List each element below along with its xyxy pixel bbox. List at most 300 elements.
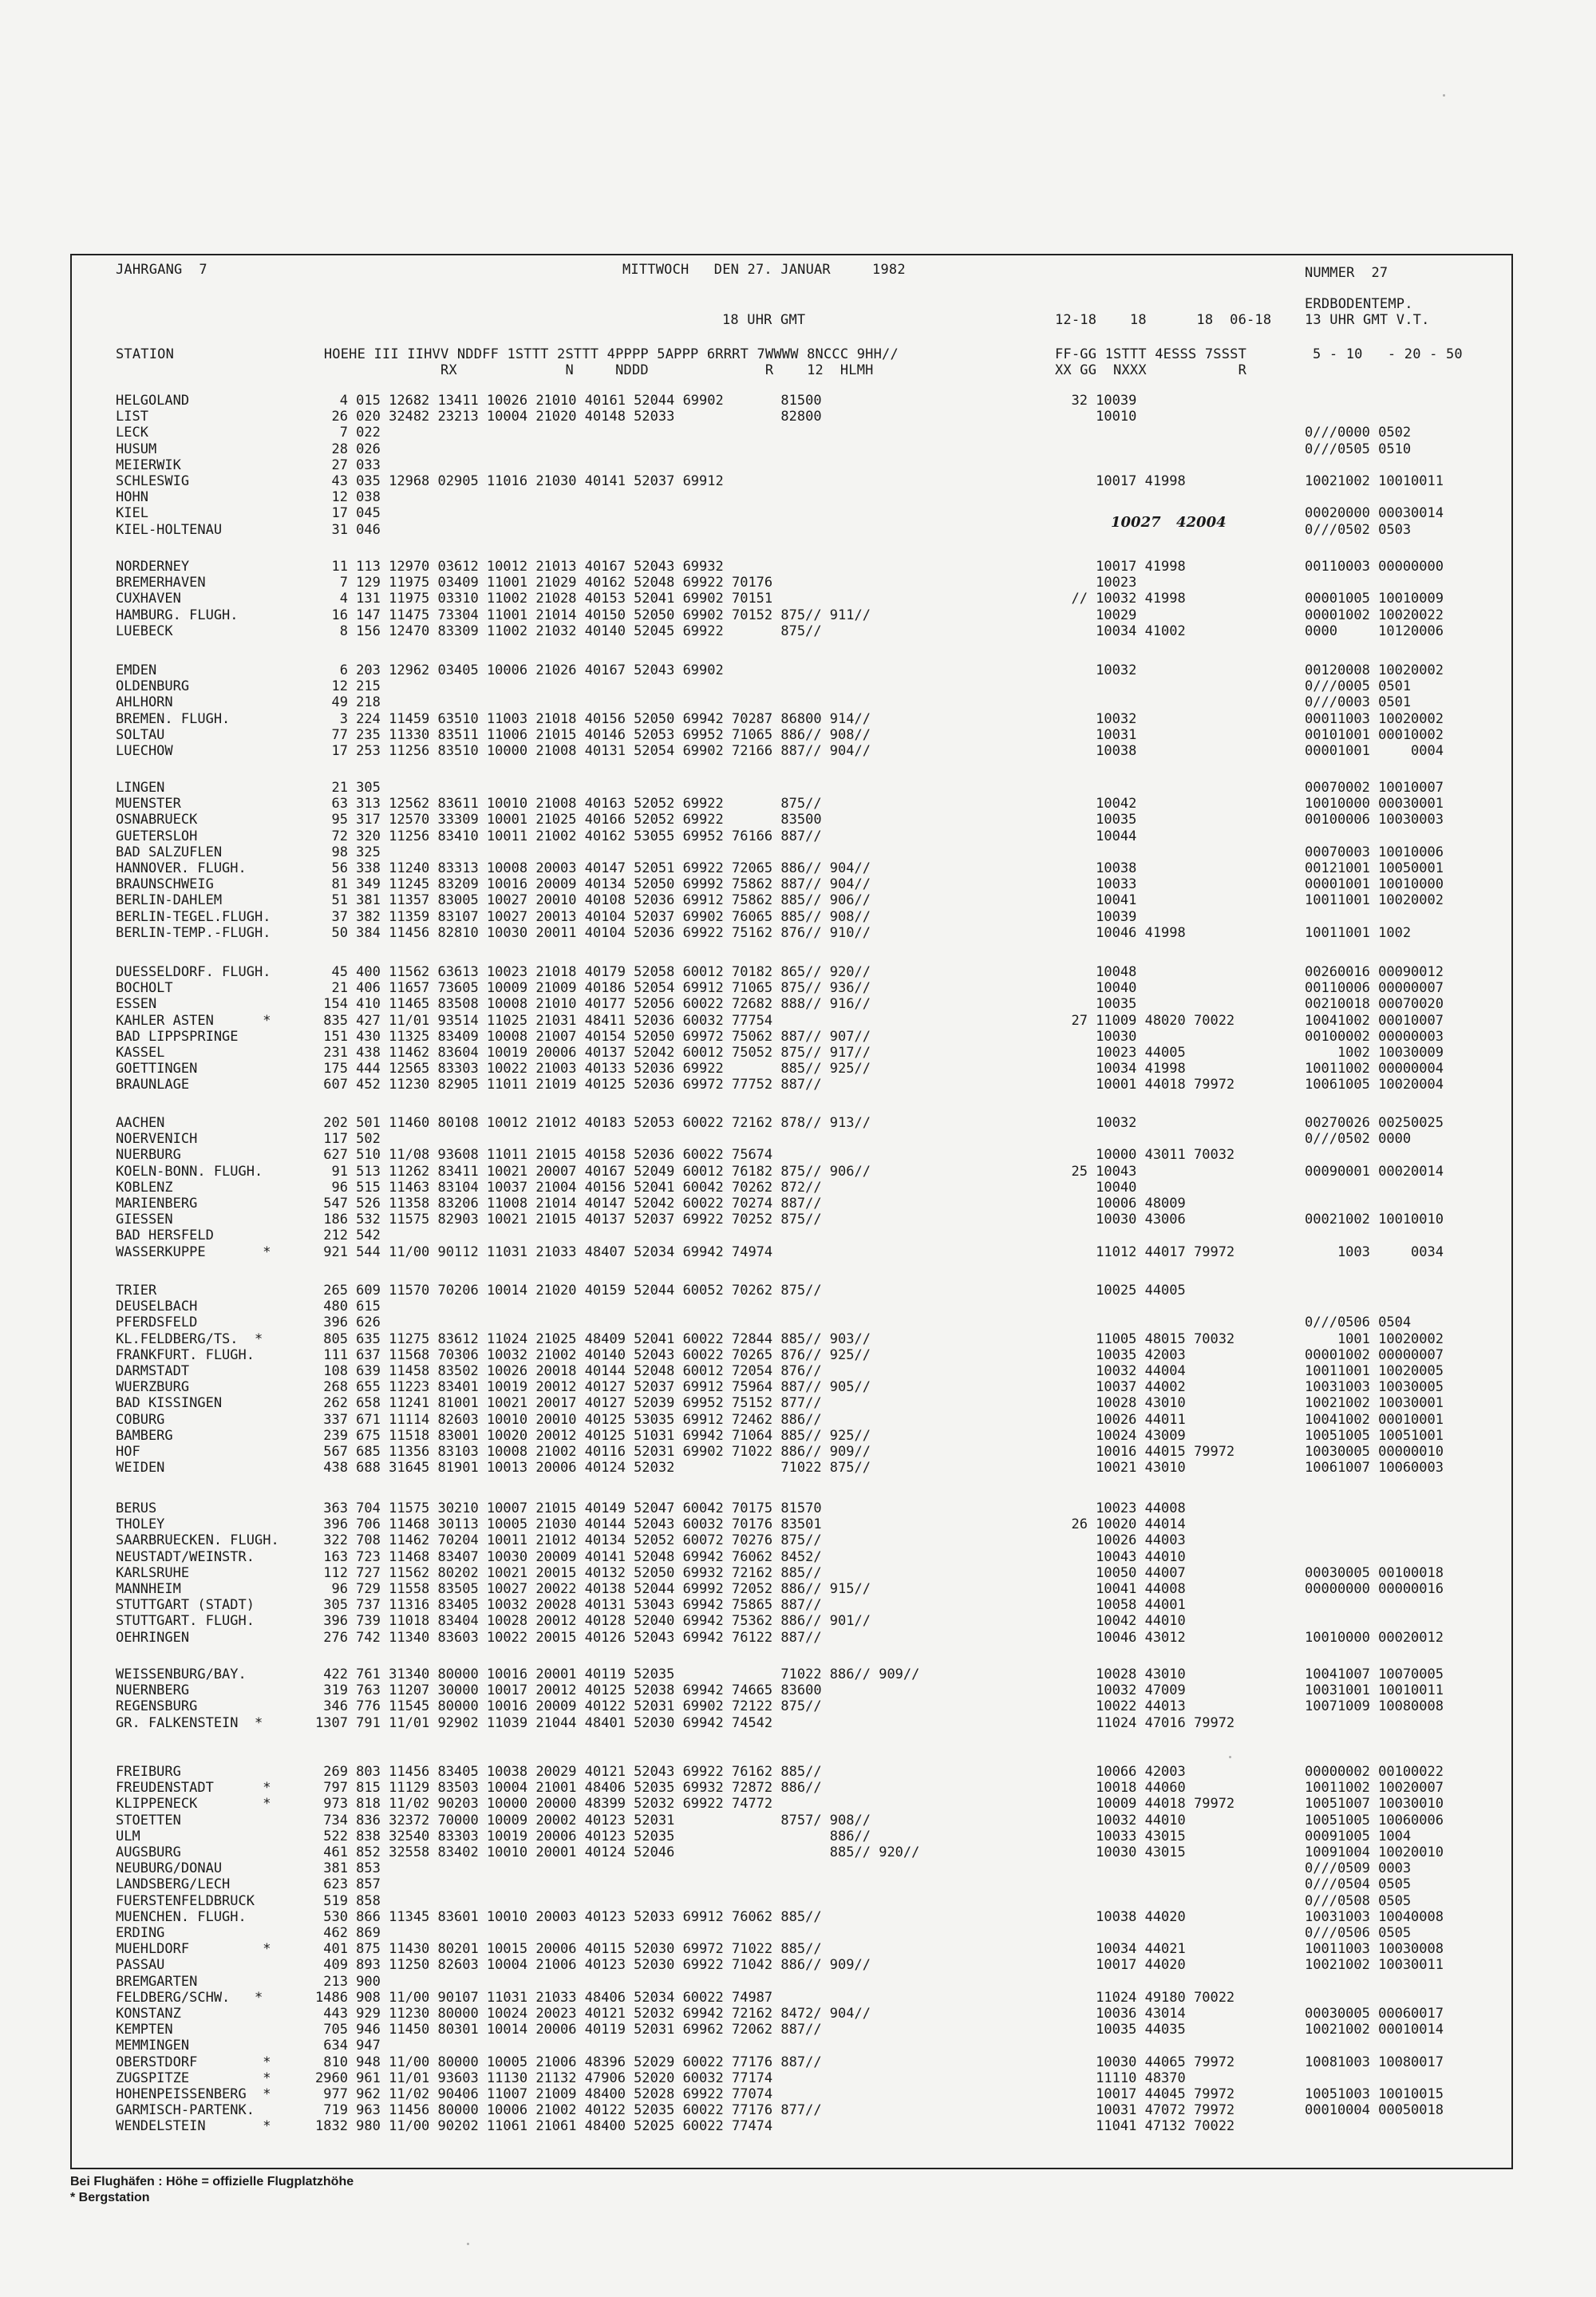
table-row bbox=[0, 860, 1596, 876]
observation-values: 835 427 11/01 93514 11025 21031 48411 52036 60032 77754 bbox=[315, 1013, 773, 1029]
table-row bbox=[0, 1516, 1596, 1532]
period-values: 10017 41998 bbox=[1055, 559, 1186, 575]
period-values bbox=[1055, 1876, 1304, 1892]
station-name: BREMEN. FLUGH. bbox=[116, 711, 231, 727]
period-values: 27 11009 48020 70022 bbox=[1055, 1013, 1235, 1029]
period-values: 10046 43012 bbox=[1055, 1630, 1186, 1646]
observation-values: 269 803 11456 83405 10038 20029 40121 52043 69922 76162 885// bbox=[315, 1764, 822, 1780]
period-values: 10033 43015 bbox=[1055, 1829, 1186, 1844]
soil-temperature-values: 00020000 00030014 bbox=[1305, 505, 1444, 521]
period-values: 10024 43009 bbox=[1055, 1428, 1186, 1444]
soil-temperature-values: 10011001 1002 bbox=[1305, 925, 1412, 941]
table-row bbox=[0, 1613, 1596, 1629]
soil-temperature-values: 0///0005 0501 bbox=[1305, 678, 1412, 694]
period-values: 10025 44005 bbox=[1055, 1283, 1186, 1299]
period-values: 10006 48009 bbox=[1055, 1196, 1186, 1212]
station-name: BRAUNLAGE bbox=[116, 1077, 190, 1093]
station-name: MEIERWIK bbox=[116, 457, 181, 473]
station-name: KLIPPENECK * bbox=[116, 1796, 271, 1812]
observation-values: 705 946 11450 80301 10014 20006 40119 52031 69962 72062 887// bbox=[315, 2022, 822, 2038]
soil-temperature-values: 00000000 00000016 bbox=[1305, 1581, 1444, 1597]
station-name: KONSTANZ bbox=[116, 2006, 181, 2022]
soil-temperature-values: 1001 10020002 bbox=[1305, 1331, 1444, 1347]
period-values: 10032 bbox=[1055, 662, 1137, 678]
station-name: BOCHOLT bbox=[116, 980, 173, 996]
period-values: 10022 44013 bbox=[1055, 1698, 1186, 1714]
soil-temperature-values: 10051005 10051001 bbox=[1305, 1428, 1444, 1444]
period-values bbox=[1055, 425, 1304, 441]
table-row bbox=[0, 996, 1596, 1012]
table-row bbox=[0, 2102, 1596, 2118]
period-values: 10030 bbox=[1055, 1029, 1137, 1045]
station-name: GUETERSLOH bbox=[116, 828, 198, 844]
station-name: AUGSBURG bbox=[116, 1844, 181, 1860]
table-row bbox=[0, 1630, 1596, 1646]
period-values: 10023 bbox=[1055, 575, 1137, 591]
issue-number: NUMMER 27 bbox=[1305, 265, 1389, 281]
observation-values: 108 639 11458 83502 10026 20018 40144 52048 60012 72054 876// bbox=[315, 1363, 822, 1379]
station-name: PASSAU bbox=[116, 1957, 165, 1973]
period-values: 10028 43010 bbox=[1055, 1666, 1186, 1682]
observation-values: 346 776 11545 80000 10016 20009 40122 52031 69902 72122 875// bbox=[315, 1698, 822, 1714]
observation-values: 522 838 32540 83303 10019 20006 40123 52035 886// bbox=[315, 1829, 871, 1844]
observation-values: 213 900 bbox=[315, 1974, 381, 1990]
period-values bbox=[1055, 780, 1304, 796]
period-values: 10033 bbox=[1055, 876, 1137, 892]
table-row bbox=[0, 1780, 1596, 1796]
station-name: GR. FALKENSTEIN * bbox=[116, 1715, 263, 1731]
observation-values: 262 658 11241 81001 10021 20017 40127 52039 69952 75152 877// bbox=[315, 1395, 822, 1411]
station-name: SOLTAU bbox=[116, 727, 165, 743]
scan-speck bbox=[1443, 94, 1445, 97]
station-name: HUSUM bbox=[116, 441, 157, 457]
station-name: AACHEN bbox=[116, 1115, 165, 1131]
period-values: 10046 41998 bbox=[1055, 925, 1186, 941]
period-values: 10066 42003 bbox=[1055, 1764, 1186, 1780]
station-name: MUEHLDORF * bbox=[116, 1941, 271, 1957]
soil-temperature-values: 00090001 00020014 bbox=[1305, 1164, 1444, 1180]
soil-temperature-values: 10031003 10030005 bbox=[1305, 1379, 1444, 1395]
table-row bbox=[0, 457, 1596, 473]
table-row bbox=[0, 1829, 1596, 1844]
table-row bbox=[0, 1549, 1596, 1565]
period-values: 10030 44065 79972 bbox=[1055, 2054, 1235, 2070]
table-row bbox=[0, 1299, 1596, 1315]
table-row bbox=[0, 1460, 1596, 1476]
period-values: 10035 bbox=[1055, 996, 1137, 1012]
station-name: LINGEN bbox=[116, 780, 165, 796]
period-values bbox=[1055, 1315, 1304, 1330]
table-row bbox=[0, 1925, 1596, 1941]
soil-temperature-values: 0///0508 0505 bbox=[1305, 1893, 1412, 1909]
station-name: LECK bbox=[116, 425, 148, 441]
period-values: 10034 41002 bbox=[1055, 623, 1186, 639]
table-row bbox=[0, 892, 1596, 908]
period-values: 10041 bbox=[1055, 892, 1137, 908]
table-row bbox=[0, 1428, 1596, 1444]
station-name: FUERSTENFELDBRUCK bbox=[116, 1893, 255, 1909]
soil-temperature-values bbox=[1305, 1196, 1512, 1212]
period-values: 32 10039 bbox=[1055, 393, 1137, 409]
observation-values: 63 313 12562 83611 10010 21008 40163 52052 69922 875// bbox=[315, 796, 822, 812]
observation-values: 56 338 11240 83313 10008 20003 40147 52051 69922 72065 886// 904// bbox=[315, 860, 871, 876]
soil-temperature-values: 10061007 10060003 bbox=[1305, 1460, 1444, 1476]
soil-temperature-values: 00001002 10020022 bbox=[1305, 607, 1444, 623]
soil-temperature-values bbox=[1305, 1147, 1512, 1163]
soil-temperature-values: 10021002 10030001 bbox=[1305, 1395, 1444, 1411]
table-row bbox=[0, 1061, 1596, 1077]
observation-values: 1486 908 11/00 90107 11031 21033 48406 52034 60022 74987 bbox=[315, 1990, 773, 2006]
observation-values: 91 513 11262 83411 10021 20007 40167 52049 60012 76182 875// 906// bbox=[315, 1164, 871, 1180]
table-row bbox=[0, 607, 1596, 623]
table-row bbox=[0, 1941, 1596, 1957]
period-values bbox=[1055, 1925, 1304, 1941]
observation-values: 21 305 bbox=[315, 780, 381, 796]
station-name: WEIDEN bbox=[116, 1460, 165, 1476]
period-values: 10044 bbox=[1055, 828, 1137, 844]
soil-temperature-values bbox=[1305, 1228, 1512, 1243]
period-values: 10023 44005 bbox=[1055, 1045, 1186, 1061]
observation-values: 16 147 11475 73304 11001 21014 40150 52050 69902 70152 875// 911// bbox=[315, 607, 871, 623]
period-values: 10029 bbox=[1055, 607, 1137, 623]
period-values: 10009 44018 79972 bbox=[1055, 1796, 1235, 1812]
observation-values: 45 400 11562 63613 10023 21018 40179 52058 60012 70182 865// 920// bbox=[315, 964, 871, 980]
table-row bbox=[0, 1813, 1596, 1829]
observation-values: 797 815 11129 83503 10004 21001 48406 52035 69932 72872 886// bbox=[315, 1780, 822, 1796]
table-row bbox=[0, 1164, 1596, 1180]
soil-temperature-values bbox=[1305, 1532, 1512, 1548]
observation-values: 51 381 11357 83005 10027 20010 40108 52036 69912 75862 885// 906// bbox=[315, 892, 871, 908]
table-row bbox=[0, 1196, 1596, 1212]
station-name: BAMBERG bbox=[116, 1428, 173, 1444]
station-name: FREIBURG bbox=[116, 1764, 181, 1780]
soil-temperature-values bbox=[1305, 1974, 1512, 1990]
soil-temperature-values: 00100006 10030003 bbox=[1305, 812, 1444, 828]
station-name: BAD KISSINGEN bbox=[116, 1395, 223, 1411]
soil-temperature-values: 10041002 00010001 bbox=[1305, 1412, 1444, 1428]
table-row bbox=[0, 1581, 1596, 1597]
soil-temperature-values bbox=[1305, 1283, 1512, 1299]
observation-values: 49 218 bbox=[315, 694, 381, 710]
station-name: BAD LIPPSPRINGE bbox=[116, 1029, 239, 1045]
station-name: STUTTGART. FLUGH. bbox=[116, 1613, 255, 1629]
station-name: KIEL bbox=[116, 505, 148, 521]
station-name: MARIENBERG bbox=[116, 1196, 198, 1212]
station-name: REGENSBURG bbox=[116, 1698, 198, 1714]
observation-values: 95 317 12570 33309 10001 21025 40166 52052 69922 83500 bbox=[315, 812, 822, 828]
station-name: FRANKFURT. FLUGH. bbox=[116, 1347, 255, 1363]
station-name: NUERBURG bbox=[116, 1147, 181, 1163]
station-name: MANNHEIM bbox=[116, 1581, 181, 1597]
soil-temperature-values bbox=[1305, 1549, 1512, 1565]
observation-values: 461 852 32558 83402 10010 20001 40124 52046 885// 920// bbox=[315, 1844, 920, 1860]
table-row bbox=[0, 1990, 1596, 2006]
station-name: BAD HERSFELD bbox=[116, 1228, 214, 1243]
station-name: EMDEN bbox=[116, 662, 157, 678]
station-name: BERUS bbox=[116, 1500, 157, 1516]
table-row bbox=[0, 1666, 1596, 1682]
station-name: BREMERHAVEN bbox=[116, 575, 206, 591]
soil-temperature-values bbox=[1305, 1299, 1512, 1315]
period-values: 10034 44021 bbox=[1055, 1941, 1186, 1957]
table-row bbox=[0, 1115, 1596, 1131]
table-row bbox=[0, 1347, 1596, 1363]
station-name: LUECHOW bbox=[116, 743, 173, 759]
soil-temperature-values: 10031003 10040008 bbox=[1305, 1909, 1444, 1925]
station-name: BERLIN-DAHLEM bbox=[116, 892, 223, 908]
station-name: GOETTINGEN bbox=[116, 1061, 198, 1077]
soil-temperature-values: 00210018 00070020 bbox=[1305, 996, 1444, 1012]
station-name: KOELN-BONN. FLUGH. bbox=[116, 1164, 263, 1180]
soil-temperature-values: 10051003 10010015 bbox=[1305, 2086, 1444, 2102]
soil-temperature-values: 00001001 0004 bbox=[1305, 743, 1444, 759]
footnote-airports: Bei Flughäfen : Höhe = offizielle Flugplatzhöhe bbox=[70, 2175, 354, 2188]
table-row bbox=[0, 694, 1596, 710]
table-row bbox=[0, 1395, 1596, 1411]
station-name: ZUGSPITZE * bbox=[116, 2070, 271, 2086]
observation-values: 11 113 12970 03612 10012 21013 40167 52043 69932 bbox=[315, 559, 724, 575]
station-name: BRAUNSCHWEIG bbox=[116, 876, 214, 892]
soil-temperature-values: 10021002 00010014 bbox=[1305, 2022, 1444, 2038]
table-row bbox=[0, 2118, 1596, 2134]
soil-temperature-values: 0///0505 0510 bbox=[1305, 441, 1412, 457]
soil-temperature-values: 00010004 00050018 bbox=[1305, 2102, 1444, 2118]
table-row bbox=[0, 812, 1596, 828]
station-name: WASSERKUPPE * bbox=[116, 1244, 271, 1260]
observation-values: 212 542 bbox=[315, 1228, 381, 1243]
station-name: OLDENBURG bbox=[116, 678, 190, 694]
soil-temperature-values: 10030005 00000010 bbox=[1305, 1444, 1444, 1460]
period-values: 11012 44017 79972 bbox=[1055, 1244, 1235, 1260]
table-row bbox=[0, 964, 1596, 980]
period-values: 10031 bbox=[1055, 727, 1137, 743]
observation-values: 17 045 bbox=[315, 505, 381, 521]
column-header-right-1: FF-GG 1STTT 4ESSS 7SSST bbox=[1055, 346, 1247, 362]
observation-values: 396 739 11018 83404 10028 20012 40128 52040 69942 75362 886// 901// bbox=[315, 1613, 871, 1629]
station-name: NEUBURG/DONAU bbox=[116, 1860, 223, 1876]
station-name: LIST bbox=[116, 409, 148, 425]
period-values: 10031 47072 79972 bbox=[1055, 2102, 1235, 2118]
station-name: STUTTGART (STADT) bbox=[116, 1597, 255, 1613]
observation-values: 462 869 bbox=[315, 1925, 381, 1941]
observation-values: 519 858 bbox=[315, 1893, 381, 1909]
observation-time: 18 UHR GMT bbox=[722, 312, 806, 328]
soil-temperature-values bbox=[1305, 393, 1512, 409]
table-row bbox=[0, 1698, 1596, 1714]
soil-temperature-values: 1003 0034 bbox=[1305, 1244, 1444, 1260]
soil-temperature-values: 0///0000 0502 bbox=[1305, 425, 1412, 441]
soil-temp-title: ERDBODENTEMP. bbox=[1305, 296, 1413, 312]
period-values: 10032 44010 bbox=[1055, 1813, 1186, 1829]
table-row bbox=[0, 2006, 1596, 2022]
soil-temperature-values: 00070002 10010007 bbox=[1305, 780, 1444, 796]
soil-temperature-values: 10031001 10010011 bbox=[1305, 1682, 1444, 1698]
period-values: 10032 bbox=[1055, 1115, 1137, 1131]
observation-values: 28 026 bbox=[315, 441, 381, 457]
station-name: HOHN bbox=[116, 489, 148, 505]
period-values: 10042 bbox=[1055, 796, 1137, 812]
soil-temperature-values: 1002 10030009 bbox=[1305, 1045, 1444, 1061]
soil-temperature-values: 10010000 00020012 bbox=[1305, 1630, 1444, 1646]
soil-temperature-values: 0///0502 0503 bbox=[1305, 522, 1412, 538]
period-values: 10040 bbox=[1055, 1180, 1137, 1196]
observation-values: 7 022 bbox=[315, 425, 381, 441]
soil-temperature-values: 00070003 10010006 bbox=[1305, 844, 1444, 860]
table-row bbox=[0, 1715, 1596, 1731]
soil-temperature-values: 00001002 00000007 bbox=[1305, 1347, 1444, 1363]
soil-temperature-values bbox=[1305, 2038, 1512, 2054]
observation-values: 977 962 11/02 90406 11007 21009 48400 52028 69922 77074 bbox=[315, 2086, 773, 2102]
station-name: ULM bbox=[116, 1829, 140, 1844]
observation-values: 322 708 11462 70204 10011 21012 40134 52052 60072 70276 875// bbox=[315, 1532, 822, 1548]
table-row bbox=[0, 1013, 1596, 1029]
soil-temperature-values bbox=[1305, 2118, 1512, 2134]
observation-values: 734 836 32372 70000 10009 20002 40123 52031 8757/ 908// bbox=[315, 1813, 871, 1829]
soil-temperature-values: 0///0509 0003 bbox=[1305, 1860, 1412, 1876]
period-values: 10038 bbox=[1055, 860, 1137, 876]
period-values bbox=[1055, 1860, 1304, 1876]
observation-values: 12 215 bbox=[315, 678, 381, 694]
station-name: KOBLENZ bbox=[116, 1180, 173, 1196]
period-values: 10032 44004 bbox=[1055, 1363, 1186, 1379]
observation-values: 27 033 bbox=[315, 457, 381, 473]
soil-temperature-values: 00260016 00090012 bbox=[1305, 964, 1444, 980]
station-name: ERDING bbox=[116, 1925, 165, 1941]
period-values bbox=[1055, 1131, 1304, 1147]
table-row bbox=[0, 1764, 1596, 1780]
observation-values: 422 761 31340 80000 10016 20001 40119 52035 71022 886// 909// bbox=[315, 1666, 920, 1682]
period-values: 10048 bbox=[1055, 964, 1137, 980]
table-row bbox=[0, 522, 1596, 538]
table-row bbox=[0, 1244, 1596, 1260]
table-row bbox=[0, 591, 1596, 607]
table-row bbox=[0, 1180, 1596, 1196]
period-values: // 10032 41998 bbox=[1055, 591, 1186, 607]
period-values bbox=[1055, 489, 1304, 505]
observation-values: 77 235 11330 83511 11006 21015 40146 52053 69952 71065 886// 908// bbox=[315, 727, 871, 743]
table-row bbox=[0, 925, 1596, 941]
observation-values: 50 384 11456 82810 10030 20011 40104 52036 69922 75162 876// 910// bbox=[315, 925, 871, 941]
observation-values: 547 526 11358 83206 11008 21014 40147 52042 60022 70274 887// bbox=[315, 1196, 822, 1212]
station-name: HOHENPEISSENBERG * bbox=[116, 2086, 271, 2102]
period-values: 10037 44002 bbox=[1055, 1379, 1186, 1395]
station-name: NEUSTADT/WEINSTR. bbox=[116, 1549, 255, 1565]
observation-values: 21 406 11657 73605 10009 21009 40186 52054 69912 71065 875// 936// bbox=[315, 980, 871, 996]
soil-temperature-values: 10091004 10020010 bbox=[1305, 1844, 1444, 1860]
period-values bbox=[1055, 1974, 1304, 1990]
observation-values: 396 706 11468 30113 10005 21030 40144 52043 60032 70176 83501 bbox=[315, 1516, 822, 1532]
station-name: GARMISCH-PARTENK. bbox=[116, 2102, 255, 2118]
handwritten-value-1: 10027 bbox=[1111, 514, 1161, 531]
station-name: LANDSBERG/LECH bbox=[116, 1876, 231, 1892]
period-values: 10021 43010 bbox=[1055, 1460, 1186, 1476]
period-values bbox=[1055, 1299, 1304, 1315]
observation-values: 276 742 11340 83603 10022 20015 40126 52043 69942 76122 887// bbox=[315, 1630, 822, 1646]
table-row bbox=[0, 441, 1596, 457]
station-name: KASSEL bbox=[116, 1045, 165, 1061]
table-row bbox=[0, 980, 1596, 996]
station-name: SCHLESWIG bbox=[116, 473, 190, 489]
station-name: HANNOVER. FLUGH. bbox=[116, 860, 247, 876]
observation-values: 4 131 11975 03310 11002 21028 40153 52041 69902 70151 bbox=[315, 591, 773, 607]
station-name: BREMGARTEN bbox=[116, 1974, 198, 1990]
soil-temperature-values: 10021002 10010011 bbox=[1305, 473, 1444, 489]
soil-temperature-values: 0///0504 0505 bbox=[1305, 1876, 1412, 1892]
period-values: 25 10043 bbox=[1055, 1164, 1137, 1180]
soil-temperature-values: 10051007 10030010 bbox=[1305, 1796, 1444, 1812]
table-row bbox=[0, 1283, 1596, 1299]
soil-temperature-values bbox=[1305, 457, 1512, 473]
soil-temperature-values: 00110006 00000007 bbox=[1305, 980, 1444, 996]
table-row bbox=[0, 1909, 1596, 1925]
station-name: KARLSRUHE bbox=[116, 1565, 190, 1581]
observation-values: 319 763 11207 30000 10017 20012 40125 52038 69942 74665 83600 bbox=[315, 1682, 822, 1698]
station-name: DARMSTADT bbox=[116, 1363, 190, 1379]
soil-temperature-values: 00030005 00060017 bbox=[1305, 2006, 1444, 2022]
period-values: 10023 44008 bbox=[1055, 1500, 1186, 1516]
table-row bbox=[0, 1444, 1596, 1460]
period-values: 10036 43014 bbox=[1055, 2006, 1186, 2022]
observation-values: 810 948 11/00 80000 10005 21006 48396 52029 60022 77176 887// bbox=[315, 2054, 822, 2070]
station-name: TRIER bbox=[116, 1283, 157, 1299]
issue-date: MITTWOCH DEN 27. JANUAR 1982 bbox=[622, 262, 906, 278]
station-name: AHLHORN bbox=[116, 694, 173, 710]
table-row bbox=[0, 662, 1596, 678]
table-row bbox=[0, 1131, 1596, 1147]
observation-values: 438 688 31645 81901 10013 20006 40124 52032 71022 875// bbox=[315, 1460, 871, 1476]
station-name: HELGOLAND bbox=[116, 393, 190, 409]
period-values: 10028 43010 bbox=[1055, 1395, 1186, 1411]
period-values bbox=[1055, 694, 1304, 710]
scan-speck bbox=[1229, 1756, 1231, 1758]
period-values: 10001 44018 79972 bbox=[1055, 1077, 1235, 1093]
table-row bbox=[0, 1212, 1596, 1228]
period-values bbox=[1055, 678, 1304, 694]
period-values: 11041 47132 70022 bbox=[1055, 2118, 1235, 2134]
table-row bbox=[0, 1957, 1596, 1973]
station-name: NORDERNEY bbox=[116, 559, 190, 575]
period-values: 11024 49180 70022 bbox=[1055, 1990, 1235, 2006]
table-row bbox=[0, 1893, 1596, 1909]
observation-values: 98 325 bbox=[315, 844, 381, 860]
period-values: 10032 bbox=[1055, 711, 1137, 727]
observation-values: 381 853 bbox=[315, 1860, 381, 1876]
station-name: CUXHAVEN bbox=[116, 591, 181, 607]
soil-temperature-values: 00000002 00100022 bbox=[1305, 1764, 1444, 1780]
table-row bbox=[0, 623, 1596, 639]
station-name: THOLEY bbox=[116, 1516, 165, 1532]
observation-values: 623 857 bbox=[315, 1876, 381, 1892]
station-name: COBURG bbox=[116, 1412, 165, 1428]
table-row bbox=[0, 1029, 1596, 1045]
station-name: NUERNBERG bbox=[116, 1682, 190, 1698]
table-row bbox=[0, 1682, 1596, 1698]
observation-values: 202 501 11460 80108 10012 21012 40183 52053 60022 72162 878// 913// bbox=[315, 1115, 871, 1131]
observation-values: 81 349 11245 83209 10016 20009 40134 52050 69992 75862 887// 904// bbox=[315, 876, 871, 892]
soil-temperature-values bbox=[1305, 1613, 1512, 1629]
period-values: 10040 bbox=[1055, 980, 1137, 996]
observation-values: 3 224 11459 63510 11003 21018 40156 52050 69942 70287 86800 914// bbox=[315, 711, 871, 727]
observation-values: 567 685 11356 83103 10008 21002 40116 52031 69902 71022 886// 909// bbox=[315, 1444, 871, 1460]
table-row bbox=[0, 844, 1596, 860]
footnote-mountain-station: * Bergstation bbox=[70, 2191, 150, 2204]
period-values: 10000 43011 70032 bbox=[1055, 1147, 1235, 1163]
period-values: 10017 44020 bbox=[1055, 1957, 1186, 1973]
observation-values: 151 430 11325 83409 10008 21007 40154 52050 69972 75062 887// 907// bbox=[315, 1029, 871, 1045]
table-row bbox=[0, 711, 1596, 727]
station-name: BERLIN-TEMP.-FLUGH. bbox=[116, 925, 271, 941]
period-values bbox=[1055, 2038, 1304, 2054]
